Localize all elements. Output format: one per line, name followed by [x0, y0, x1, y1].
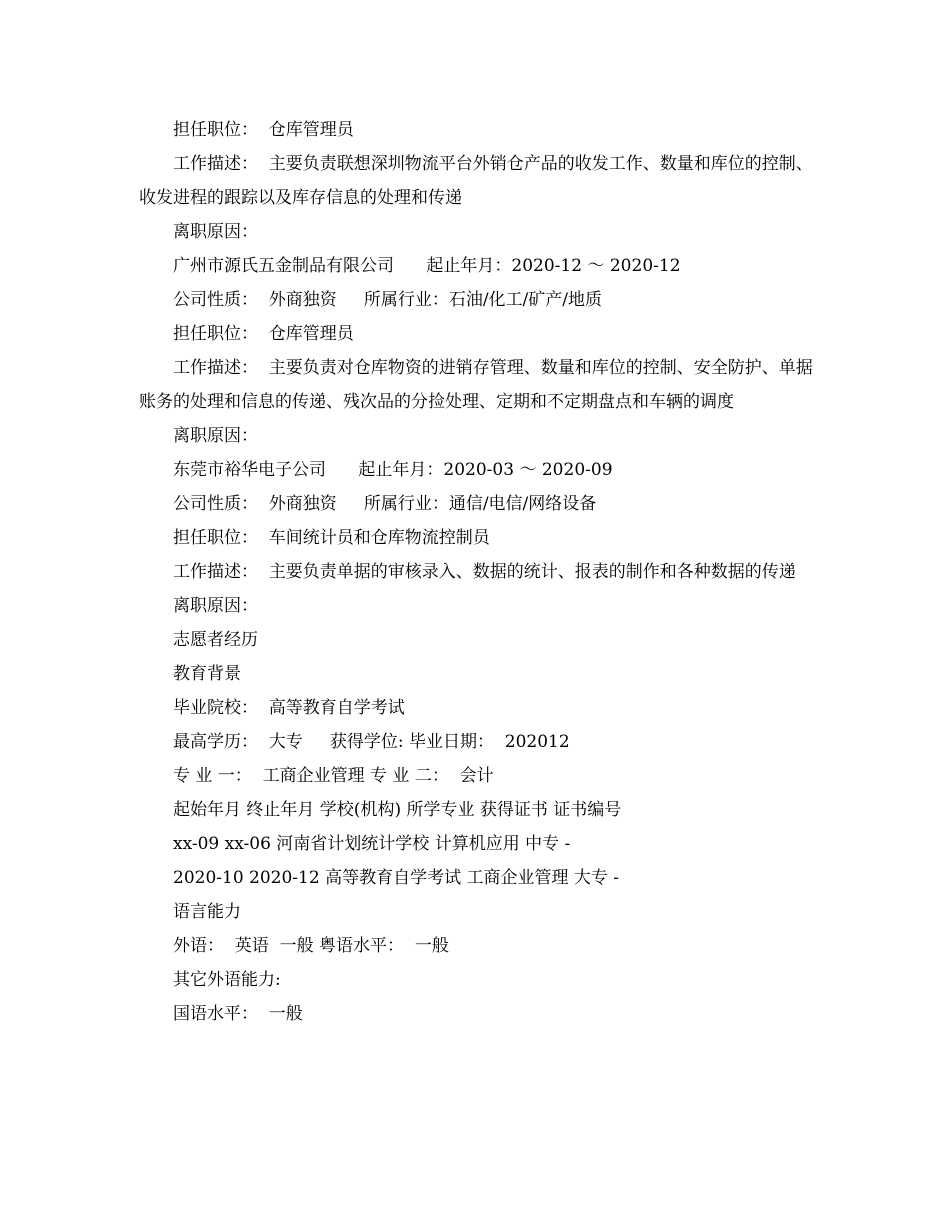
position-line-2: 担任职位： 仓库管理员: [173, 324, 354, 344]
leave-reason-1: 离职原因：: [173, 222, 258, 242]
company-nature-line-1: 公司性质： 外商独资 所属行业：石油/化工/矿产/地质: [173, 290, 603, 310]
foreign-language-line: 外语： 英语 一般 粤语水平： 一般: [173, 936, 449, 956]
education-row-2: 2020-10 2020-12 高等教育自学考试 工商企业管理 大专 -: [173, 868, 620, 888]
highest-degree-line: 最高学历： 大专 获得学位: 毕业日期： 202012: [173, 732, 570, 752]
job-description-3: 工作描述： 主要负责单据的审核录入、数据的统计、报表的制作和各种数据的传递: [173, 562, 796, 582]
job-description-1: 工作描述： 主要负责联想深圳物流平台外销仓产品的收发工作、数量和库位的控制、收发进程的跟踪以及库存信息的处理和传递: [139, 154, 813, 208]
leave-reason-2: 离职原因：: [173, 426, 258, 446]
position-line-3: 担任职位： 车间统计员和仓库物流控制员: [173, 528, 490, 548]
section-volunteer: 志愿者经历: [173, 630, 258, 650]
company-line-dongguan: 东莞市裕华电子公司 起止年月：2020-03 ～ 2020-09: [173, 460, 613, 480]
graduate-school-line: 毕业院校： 高等教育自学考试: [173, 698, 405, 718]
education-table-header: 起始年月 终止年月 学校(机构) 所学专业 获得证书 证书编号: [173, 800, 622, 820]
position-line-1: 担任职位： 仓库管理员: [173, 120, 354, 140]
company-line-guangzhou: 广州市源氏五金制品有限公司 起止年月：2020-12 ～ 2020-12: [173, 256, 681, 276]
education-row-1: xx-09 xx-06 河南省计划统计学校 计算机应用 中专 -: [173, 834, 571, 854]
majors-line: 专 业 一： 工商企业管理 专 业 二： 会计: [173, 766, 494, 786]
section-education: 教育背景: [173, 664, 241, 684]
other-language-line: 其它外语能力:: [173, 970, 281, 990]
resume-content: [139, 113, 815, 1031]
job-description-2: 工作描述： 主要负责对仓库物资的进销存管理、数量和库位的控制、安全防护、单据账务的处理和信息的传递、残次品的分捡处理、定期和不定期盘点和车辆的调度: [139, 358, 813, 412]
leave-reason-3: 离职原因：: [173, 596, 258, 616]
mandarin-level-line: 国语水平： 一般: [173, 1004, 303, 1024]
company-nature-line-2: 公司性质： 外商独资 所属行业：通信/电信/网络设备: [173, 494, 597, 514]
section-language: 语言能力: [173, 902, 241, 922]
